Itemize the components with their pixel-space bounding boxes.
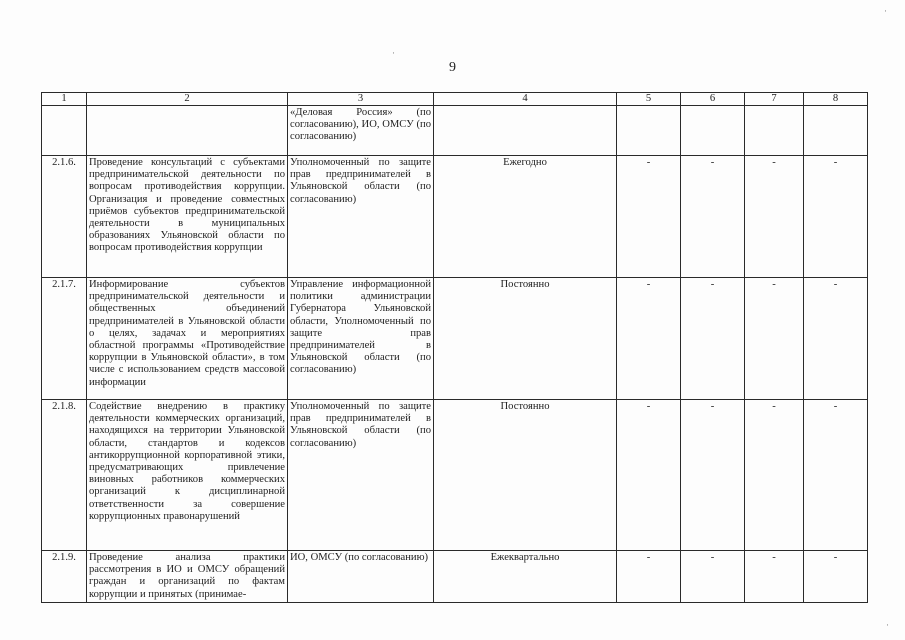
- executor-cell: Управление информационной политики администрации Губернатора Ульяновской области, Уполномоченный по защите прав предпринимателей в Ульяновской области (по согласованию): [288, 278, 434, 400]
- column-header: 2: [87, 93, 288, 106]
- table-body: [42, 93, 868, 603]
- table-row: [42, 278, 868, 400]
- column-header: 8: [804, 93, 868, 106]
- term-cell: [434, 106, 617, 156]
- table-row: [42, 551, 868, 603]
- value-cell: -: [617, 400, 681, 551]
- column-header: 4: [434, 93, 617, 106]
- page-number: 9: [449, 60, 456, 75]
- column-header: 3: [288, 93, 434, 106]
- value-cell: -: [804, 551, 868, 603]
- value-cell: -: [745, 156, 804, 278]
- executor-cell: ИО, ОМСУ (по согласованию): [288, 551, 434, 603]
- value-cell: -: [681, 278, 745, 400]
- value-cell: -: [745, 400, 804, 551]
- value-cell: -: [681, 551, 745, 603]
- measure-cell: [87, 106, 288, 156]
- row-number: 2.1.8.: [42, 400, 87, 551]
- scan-speck: ·: [886, 620, 889, 630]
- scan-speck: ·: [884, 6, 887, 16]
- value-cell: -: [617, 551, 681, 603]
- executor-cell: Уполномоченный по защите прав предпринимателей в Ульяновской области (по согласованию): [288, 400, 434, 551]
- measure-cell: Информирование субъектов предпринимательской деятельности и общественных объединений предпринимателей в Ульяновской области о целях, задачах и мероприятиях областной программы «Противодействие коррупции в Ульяновской области», в том числе с использованием средств массовой информации: [87, 278, 288, 400]
- value-cell: -: [745, 278, 804, 400]
- value-cell: [804, 106, 868, 156]
- scan-speck: ·: [392, 48, 395, 58]
- table-row: [42, 400, 868, 551]
- value-cell: [681, 106, 745, 156]
- value-cell: -: [804, 156, 868, 278]
- term-cell: Постоянно: [434, 278, 617, 400]
- column-header: 1: [42, 93, 87, 106]
- executor-cell: «Деловая Россия» (по согласованию), ИО, ОМСУ (по согласованию): [288, 106, 434, 156]
- value-cell: -: [681, 156, 745, 278]
- term-cell: Ежеквартально: [434, 551, 617, 603]
- value-cell: [745, 106, 804, 156]
- table-row: [42, 156, 868, 278]
- value-cell: -: [804, 400, 868, 551]
- term-cell: Ежегодно: [434, 156, 617, 278]
- value-cell: -: [681, 400, 745, 551]
- executor-cell: Уполномоченный по защите прав предпринимателей в Ульяновской области (по согласованию): [288, 156, 434, 278]
- measure-cell: Содействие внедрению в практику деятельности коммерческих организаций, находящихся на территории Ульяновской области, стандартов и кодексов антикоррупционной корпоративной этики, предусматривающих привлечение виновных работников коммерческих организаций к дисциплинарной ответственности за совершение коррупционных правонарушений: [87, 400, 288, 551]
- value-cell: -: [804, 278, 868, 400]
- value-cell: [617, 106, 681, 156]
- column-header: 7: [745, 93, 804, 106]
- row-number: 2.1.7.: [42, 278, 87, 400]
- program-measures-table: [41, 92, 868, 603]
- term-cell: Постоянно: [434, 400, 617, 551]
- value-cell: -: [617, 156, 681, 278]
- measure-cell: Проведение анализа практики рассмотрения в ИО и ОМСУ обращений граждан и организаций по фактам коррупции и принятых (принимае-: [87, 551, 288, 603]
- row-number: 2.1.9.: [42, 551, 87, 603]
- column-header: 6: [681, 93, 745, 106]
- table-row: [42, 106, 868, 156]
- measure-cell: Проведение консультаций с субъектами предпринимательской деятельности по вопросам противодействия коррупции. Организация и проведение совместных приёмов субъектов предпринимательской деятельности в муниципальных образованиях Ульяновской области по вопросам противодействия коррупции: [87, 156, 288, 278]
- value-cell: -: [617, 278, 681, 400]
- row-number: 2.1.6.: [42, 156, 87, 278]
- row-number: [42, 106, 87, 156]
- column-header: 5: [617, 93, 681, 106]
- value-cell: -: [745, 551, 804, 603]
- column-number-header-row: [42, 93, 868, 106]
